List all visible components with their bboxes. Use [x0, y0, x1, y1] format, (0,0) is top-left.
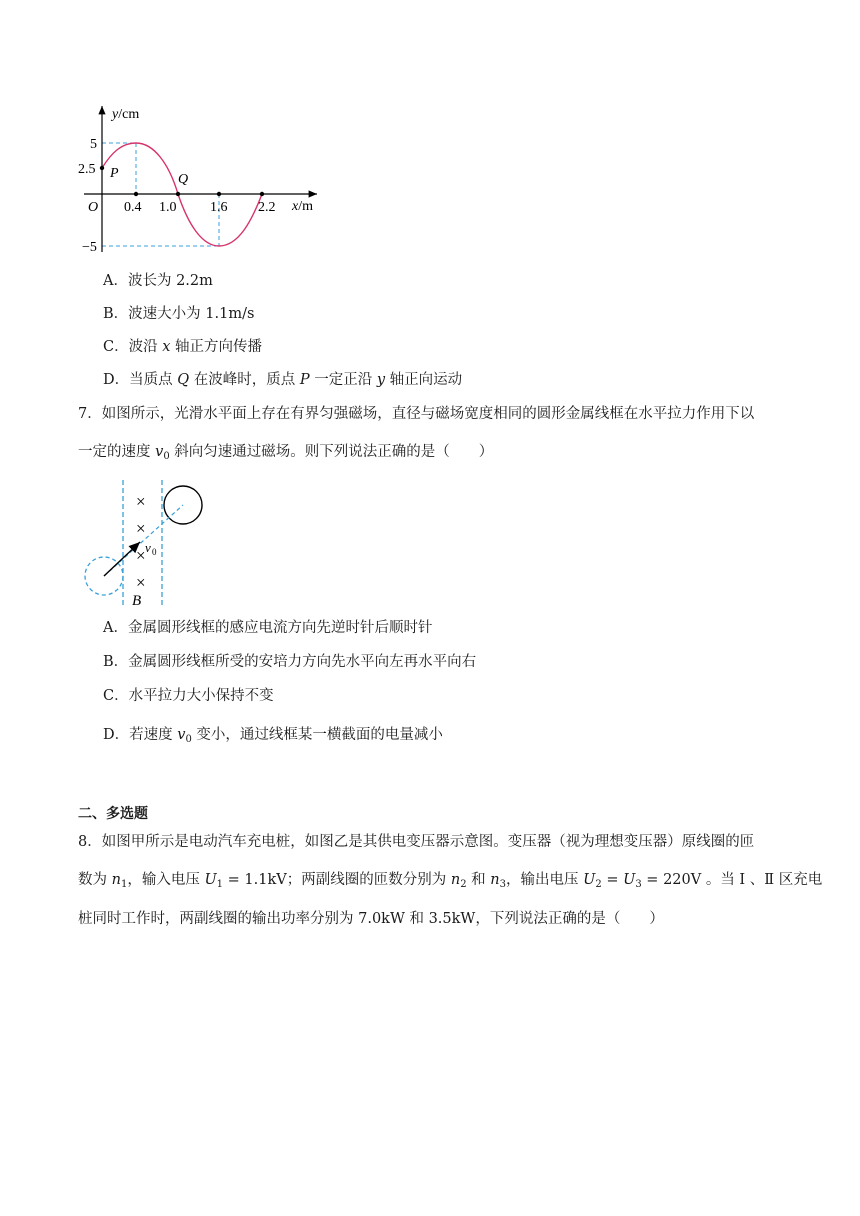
turns-symbol: n	[490, 872, 500, 888]
q6-option-c-text: 轴正方向传播	[170, 339, 263, 355]
voltage-symbol: U	[583, 872, 596, 888]
q8-text: = 1.1kV；两副线圈的匝数分别为	[223, 872, 451, 888]
point-q-label: Q	[178, 172, 189, 187]
q6-option-d-text: D．当质点	[103, 372, 178, 388]
q7-stem-text: 一定的速度	[78, 444, 156, 460]
tick-dot	[217, 192, 221, 196]
q7-option-a: A．金属圆形线框的感应电流方向先逆时针后顺时针	[103, 620, 433, 636]
subscript: 2	[460, 879, 467, 890]
q7-option-c: C．水平拉力大小保持不变	[103, 688, 274, 704]
origin-label: O	[88, 200, 99, 215]
q8-text: = 220V 。当 Ⅰ 、Ⅱ 区充电	[641, 872, 823, 888]
y-tick-label: −5	[82, 240, 97, 255]
point-p-label: P	[110, 166, 119, 181]
subscript: 2	[595, 879, 602, 890]
turns-symbol: n	[111, 872, 121, 888]
q7-option-d-text: D．若速度	[103, 727, 178, 743]
x-axis-label: x/m	[292, 199, 313, 214]
y-variable: y	[376, 372, 386, 388]
q8-text: 和	[466, 872, 491, 888]
subscript: 1	[120, 879, 128, 890]
turns-symbol: n	[450, 872, 461, 888]
q8-text: ，输出电压	[506, 872, 584, 888]
velocity-symbol: v	[177, 727, 186, 743]
q6-option-a: A．波长为 2.2m	[103, 273, 213, 289]
y-axis-label: y/cm	[112, 107, 140, 122]
y-tick-label: 5	[90, 137, 97, 152]
q-variable: Q	[177, 372, 190, 388]
tick-dot	[260, 192, 264, 196]
q6-option-d-text: 在波峰时，质点	[189, 372, 300, 388]
q6-option-c	[103, 337, 262, 357]
field-cross-mark: ×	[136, 573, 146, 592]
magnetic-field-figure	[78, 478, 210, 610]
q8-text: 数为	[78, 872, 112, 888]
point-p	[100, 166, 104, 170]
q7-option-b: B．金属圆形线框所受的安培力方向先水平向左再水平向右	[103, 654, 477, 670]
q7-stem-line2	[78, 442, 493, 467]
q8-text: ，输入电压	[127, 872, 205, 888]
q6-option-d	[103, 370, 462, 390]
q8-stem-line3: 桩同时工作时，两副线圈的输出功率分别为 7.0kW 和 3.5kW，下列说法正确的是（ ）	[78, 911, 664, 927]
velocity-subscript: 0	[185, 734, 192, 745]
q7-option-d	[103, 725, 443, 750]
q6-option-d-text: 轴正向运动	[385, 372, 463, 388]
q8-stem-line2	[78, 870, 822, 895]
voltage-symbol: U	[623, 872, 636, 888]
q8-stem-line1: 8．如图甲所示是电动汽车充电桩，如图乙是其供电变压器示意图。变压器（视为理想变压器）原线圈的匝	[78, 834, 755, 850]
wave-graph	[74, 100, 334, 260]
x-variable: x	[162, 339, 171, 355]
p-variable: P	[299, 372, 310, 388]
x-tick-label: 0.4	[124, 200, 142, 215]
q7-option-d-text: 变小，通过线框某一横截面的电量减小	[191, 727, 443, 743]
x-tick-label: 2.2	[258, 200, 276, 215]
y-tick-label: 2.5	[78, 162, 96, 177]
point-q	[176, 192, 180, 196]
x-tick-label: 1.6	[210, 200, 228, 215]
velocity-symbol: v	[155, 444, 164, 460]
field-cross-mark: ×	[136, 519, 146, 538]
voltage-symbol: U	[204, 872, 217, 888]
x-tick-label: 1.0	[159, 200, 177, 215]
q6-option-b: B．波速大小为 1.1m/s	[103, 306, 255, 322]
subscript: 3	[635, 879, 642, 890]
field-cross-mark: ×	[136, 492, 146, 511]
section-heading: 二、多选题	[78, 806, 148, 822]
q6-option-d-text: 一定正沿	[309, 372, 377, 388]
q6-option-c-text: C．波沿	[103, 339, 163, 355]
field-b-label: B	[132, 593, 142, 609]
velocity-subscript: 0	[163, 451, 170, 462]
tick-dot	[134, 192, 138, 196]
field-cross-mark: ×	[136, 546, 146, 565]
q7-stem-line1: 7．如图所示，光滑水平面上存在有界匀强磁场，直径与磁场宽度相同的圆形金属线框在水平拉力作用下以	[78, 406, 755, 422]
subscript: 3	[499, 879, 506, 890]
velocity-label-subscript: 0	[152, 547, 157, 557]
q8-text: =	[601, 872, 624, 888]
q7-stem-text: 斜向匀速通过磁场。则下列说法正确的是（ ）	[169, 444, 494, 460]
subscript: 1	[216, 879, 224, 890]
velocity-label: v	[145, 540, 151, 555]
